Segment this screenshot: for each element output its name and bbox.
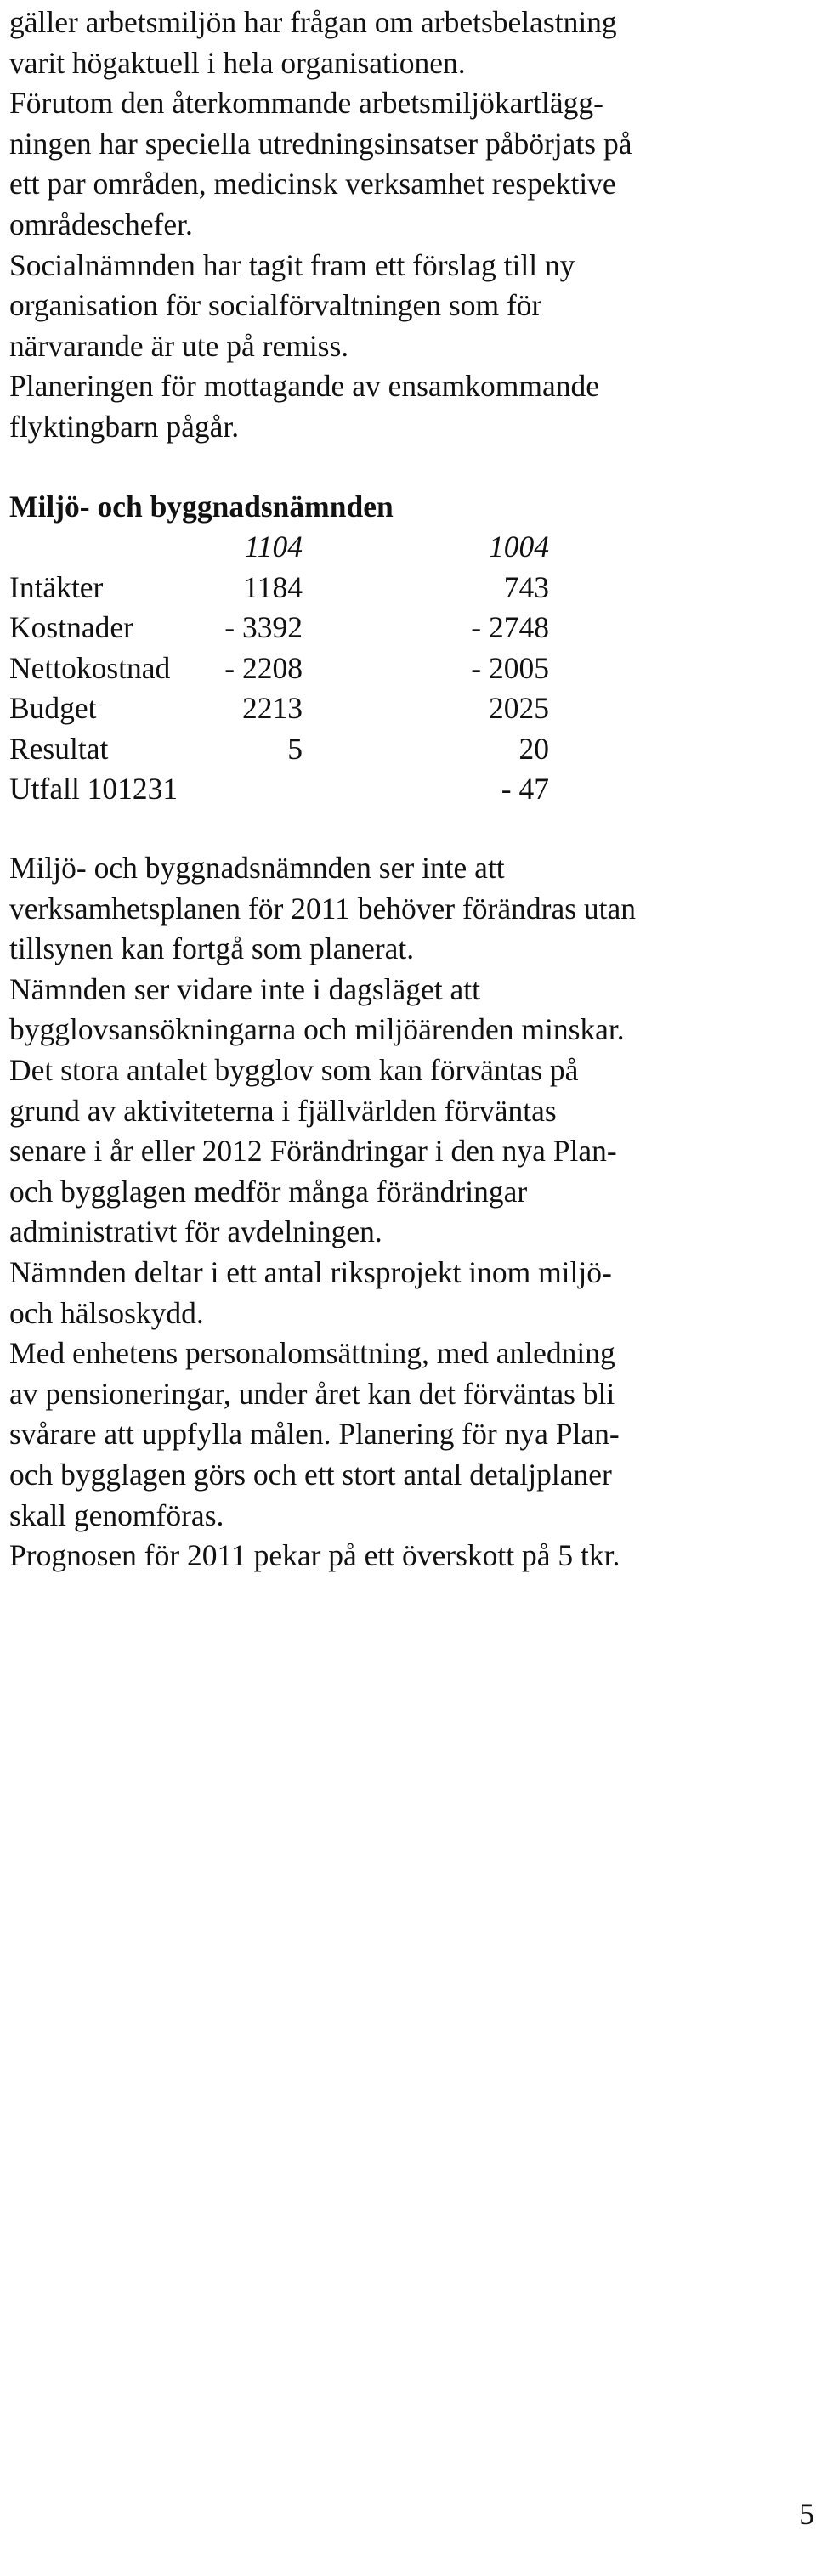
row-col1: - 2208 — [224, 650, 303, 685]
row-label: Kostnader — [9, 610, 133, 644]
text-line: organisation för socialförvaltningen som för — [9, 288, 542, 323]
row-col2: - 2005 — [471, 650, 549, 685]
text-line: svårare att uppfylla målen. Planering för nya Plan- — [9, 1417, 620, 1452]
text-line: Miljö- och byggnadsnämnden ser inte att — [9, 851, 505, 885]
row-col2: 743 — [503, 569, 549, 604]
header-col1: 1104 — [244, 529, 303, 563]
text-line: och hälsoskydd. — [9, 1295, 204, 1330]
text-line: senare i år eller 2012 Förändringar i den nya Plan- — [9, 1134, 617, 1169]
text-line: Nämnden deltar i ett antal riksprojekt inom miljö- — [9, 1254, 612, 1289]
text-line: av pensioneringar, under året kan det förväntas bli — [9, 1376, 615, 1411]
row-col1: 1184 — [243, 569, 303, 604]
row-label: Utfall 101231 — [9, 772, 178, 806]
page-number: 5 — [799, 2497, 814, 2531]
section-heading: Miljö- och byggnadsnämnden — [9, 490, 394, 524]
row-col1: - 3392 — [224, 610, 303, 644]
header-col2: 1004 — [489, 529, 549, 563]
intro-paragraphs — [9, 3, 632, 448]
row-col1: 2213 — [242, 691, 303, 725]
text-line: ett par områden, medicinsk verksamhet respektive — [9, 167, 616, 201]
row-col2: - 2748 — [471, 610, 549, 644]
row-label: Budget — [9, 691, 97, 725]
text-line: Med enhetens personalomsättning, med anledning — [9, 1336, 615, 1371]
text-line: Prognosen för 2011 pekar på ett överskott på 5 tkr. — [9, 1538, 620, 1573]
text-line: bygglovsansökningarna och miljöärenden minskar. — [9, 1012, 625, 1047]
row-col2: 2025 — [489, 691, 549, 725]
text-line: Socialnämnden har tagit fram ett förslag till ny — [9, 247, 575, 282]
text-line: och bygglagen medför många förändringar — [9, 1174, 528, 1209]
text-line: Planeringen för mottagande av ensamkommande — [9, 369, 600, 404]
text-line: skall genomföras. — [9, 1497, 224, 1532]
text-line: administrativt för avdelningen. — [9, 1214, 382, 1249]
row-col2: - 47 — [501, 772, 549, 806]
text-line: områdeschefer. — [9, 207, 193, 241]
text-line: närvarande är ute på remiss. — [9, 328, 349, 363]
text-line: flyktingbarn pågår. — [9, 409, 240, 444]
text-line: ningen har speciella utredningsinsatser påbörjats på — [9, 126, 632, 161]
text-line: och bygglagen görs och ett stort antal detaljplaner — [9, 1457, 612, 1492]
row-label: Nettokostnad — [9, 650, 171, 685]
row-label: Resultat — [9, 731, 109, 766]
row-col2: 20 — [518, 731, 549, 766]
row-col1: 5 — [287, 731, 303, 766]
text-line: Det stora antalet bygglov som kan förväntas på — [9, 1052, 579, 1087]
text-line: verksamhetsplanen för 2011 behöver förändras utan — [9, 891, 637, 926]
text-line: Nämnden ser vidare inte i dagsläget att — [9, 971, 480, 1006]
row-label: Intäkter — [9, 569, 104, 604]
text-line: varit högaktuell i hela organisationen. — [9, 45, 466, 80]
text-line: grund av aktiviteterna i fjällvärlden förväntas — [9, 1093, 557, 1128]
text-line: gäller arbetsmiljön har frågan om arbetsbelastning — [9, 5, 617, 39]
body-paragraphs — [9, 848, 636, 1577]
text-line: Förutom den återkommande arbetsmiljökartlägg- — [9, 86, 604, 121]
text-line: tillsynen kan fortgå som planerat. — [9, 931, 415, 966]
